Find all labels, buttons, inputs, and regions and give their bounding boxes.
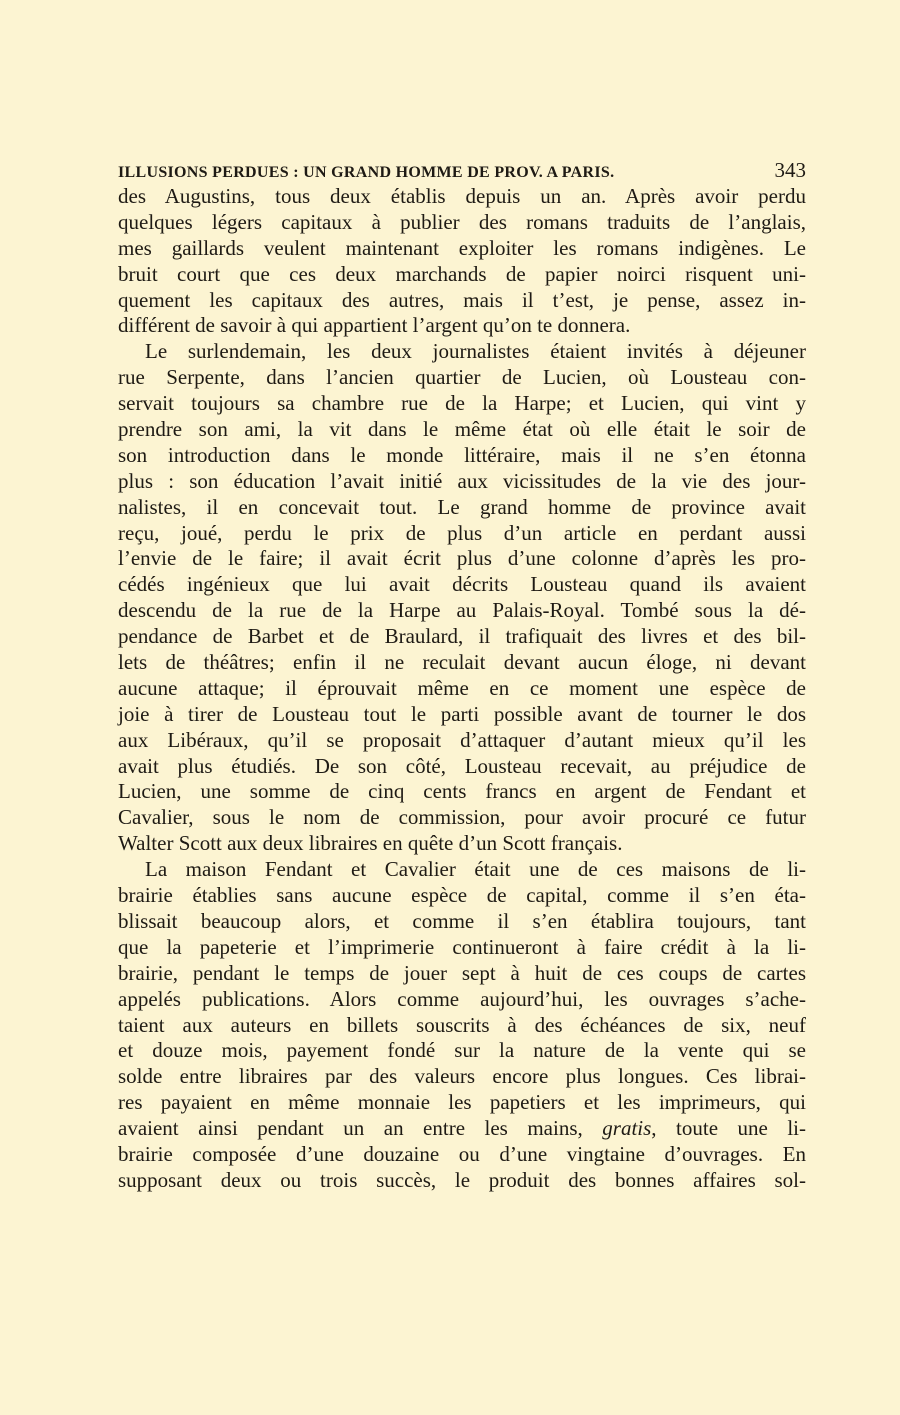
- text-line: que la papeterie et l’imprimerie continueront à faire crédit à la li-: [118, 934, 806, 959]
- text-line: aucune attaque; il éprouvait même en ce moment une espèce de: [118, 675, 806, 700]
- text-line: Walter Scott aux deux libraires en quête d’un Scott français.: [118, 831, 623, 856]
- text-line: et douze mois, payement fondé sur la nature de la vente qui se: [118, 1038, 806, 1063]
- text-line: appelés publications. Alors comme aujourd’hui, les ouvrages s’ache-: [118, 986, 806, 1011]
- text-line: brairie établies sans aucune espèce de capital, comme il s’en éta-: [118, 883, 806, 908]
- text-line: reçu, joué, perdu le prix de plus d’un article en perdant aussi: [118, 520, 806, 545]
- text-line: brairie, pendant le temps de jouer sept à huit de ces coups de cartes: [118, 960, 806, 985]
- text-line: rue Serpente, dans l’ancien quartier de Lucien, où Lousteau con-: [118, 365, 806, 390]
- text-line: Lucien, une somme de cinq cents francs en argent de Fendant et: [118, 779, 806, 804]
- text-line: nalistes, il en concevait tout. Le grand homme de province avait: [118, 494, 806, 519]
- text-line: taient aux auteurs en billets souscrits à des échéances de six, neuf: [118, 1012, 806, 1037]
- text-line: Le surlendemain, les deux journalistes étaient invités à déjeuner: [145, 339, 806, 364]
- text-line: différent de savoir à qui appartient l’argent qu’on te donnera.: [118, 313, 631, 338]
- text-line: Cavalier, sous le nom de commission, pour avoir procuré ce futur: [118, 805, 806, 830]
- text-line: avait plus étudiés. De son côté, Lousteau recevait, au préjudice de: [118, 753, 806, 778]
- text-line: La maison Fendant et Cavalier était une de ces maisons de li-: [145, 857, 806, 882]
- text-line: plus : son éducation l’avait initié aux vicissitudes de la vie des jour-: [118, 468, 806, 493]
- text-line: l’envie de le faire; il avait écrit plus d’une colonne d’après les pro-: [118, 546, 806, 571]
- text-line: solde entre libraires par des valeurs encore plus longues. Ces librai-: [118, 1064, 806, 1089]
- text-line: quelques légers capitaux à publier des romans traduits de l’anglais,: [118, 209, 806, 234]
- text-line: aux Libéraux, qu’il se proposait d’attaquer d’autant mieux qu’il les: [118, 727, 806, 752]
- text-line: supposant deux ou trois succès, le produit des bonnes affaires sol-: [118, 1167, 806, 1192]
- text-line: pendance de Barbet et de Braulard, il trafiquait des livres et des bil-: [118, 624, 806, 649]
- text-line: mes gaillards veulent maintenant exploiter les romans indigènes. Le: [118, 235, 806, 260]
- text-line: bruit court que ces deux marchands de papier noirci risquent uni-: [118, 261, 806, 286]
- text-line: avaient ainsi pendant un an entre les mains, gratis, toute une li-: [118, 1116, 806, 1141]
- text-line: lets de théâtres; enfin il ne reculait devant aucun éloge, ni devant: [118, 650, 806, 675]
- text-line: joie à tirer de Lousteau tout le parti possible avant de tourner le dos: [118, 701, 806, 726]
- text-line: blissait beaucoup alors, et comme il s’en établira toujours, tant: [118, 908, 806, 933]
- text-line: servait toujours sa chambre rue de la Harpe; et Lucien, qui vint y: [118, 391, 806, 416]
- text-line: son introduction dans le monde littéraire, mais il ne s’en étonna: [118, 442, 806, 467]
- text-line: cédés ingénieux que lui avait décrits Lousteau quand ils avaient: [118, 572, 806, 597]
- running-title: ILLUSIONS PERDUES : UN GRAND HOMME DE PROV. A PARIS.: [118, 164, 615, 181]
- italic-word: gratis: [602, 1116, 652, 1141]
- page-number: 343: [774, 158, 806, 182]
- running-header: [118, 158, 806, 184]
- text-line: prendre son ami, la vit dans le même état où elle était le soir de: [118, 417, 806, 442]
- body-text: [118, 184, 806, 1194]
- text-line: res payaient en même monnaie les papetiers et les imprimeurs, qui: [118, 1090, 806, 1115]
- text-line: quement les capitaux des autres, mais il t’est, je pense, assez in-: [118, 287, 806, 312]
- text-line: des Augustins, tous deux établis depuis un an. Après avoir perdu: [118, 184, 806, 208]
- text-line: brairie composée d’une douzaine ou d’une vingtaine d’ouvrages. En: [118, 1141, 806, 1166]
- text-line: descendu de la rue de la Harpe au Palais-Royal. Tombé sous la dé-: [118, 598, 806, 623]
